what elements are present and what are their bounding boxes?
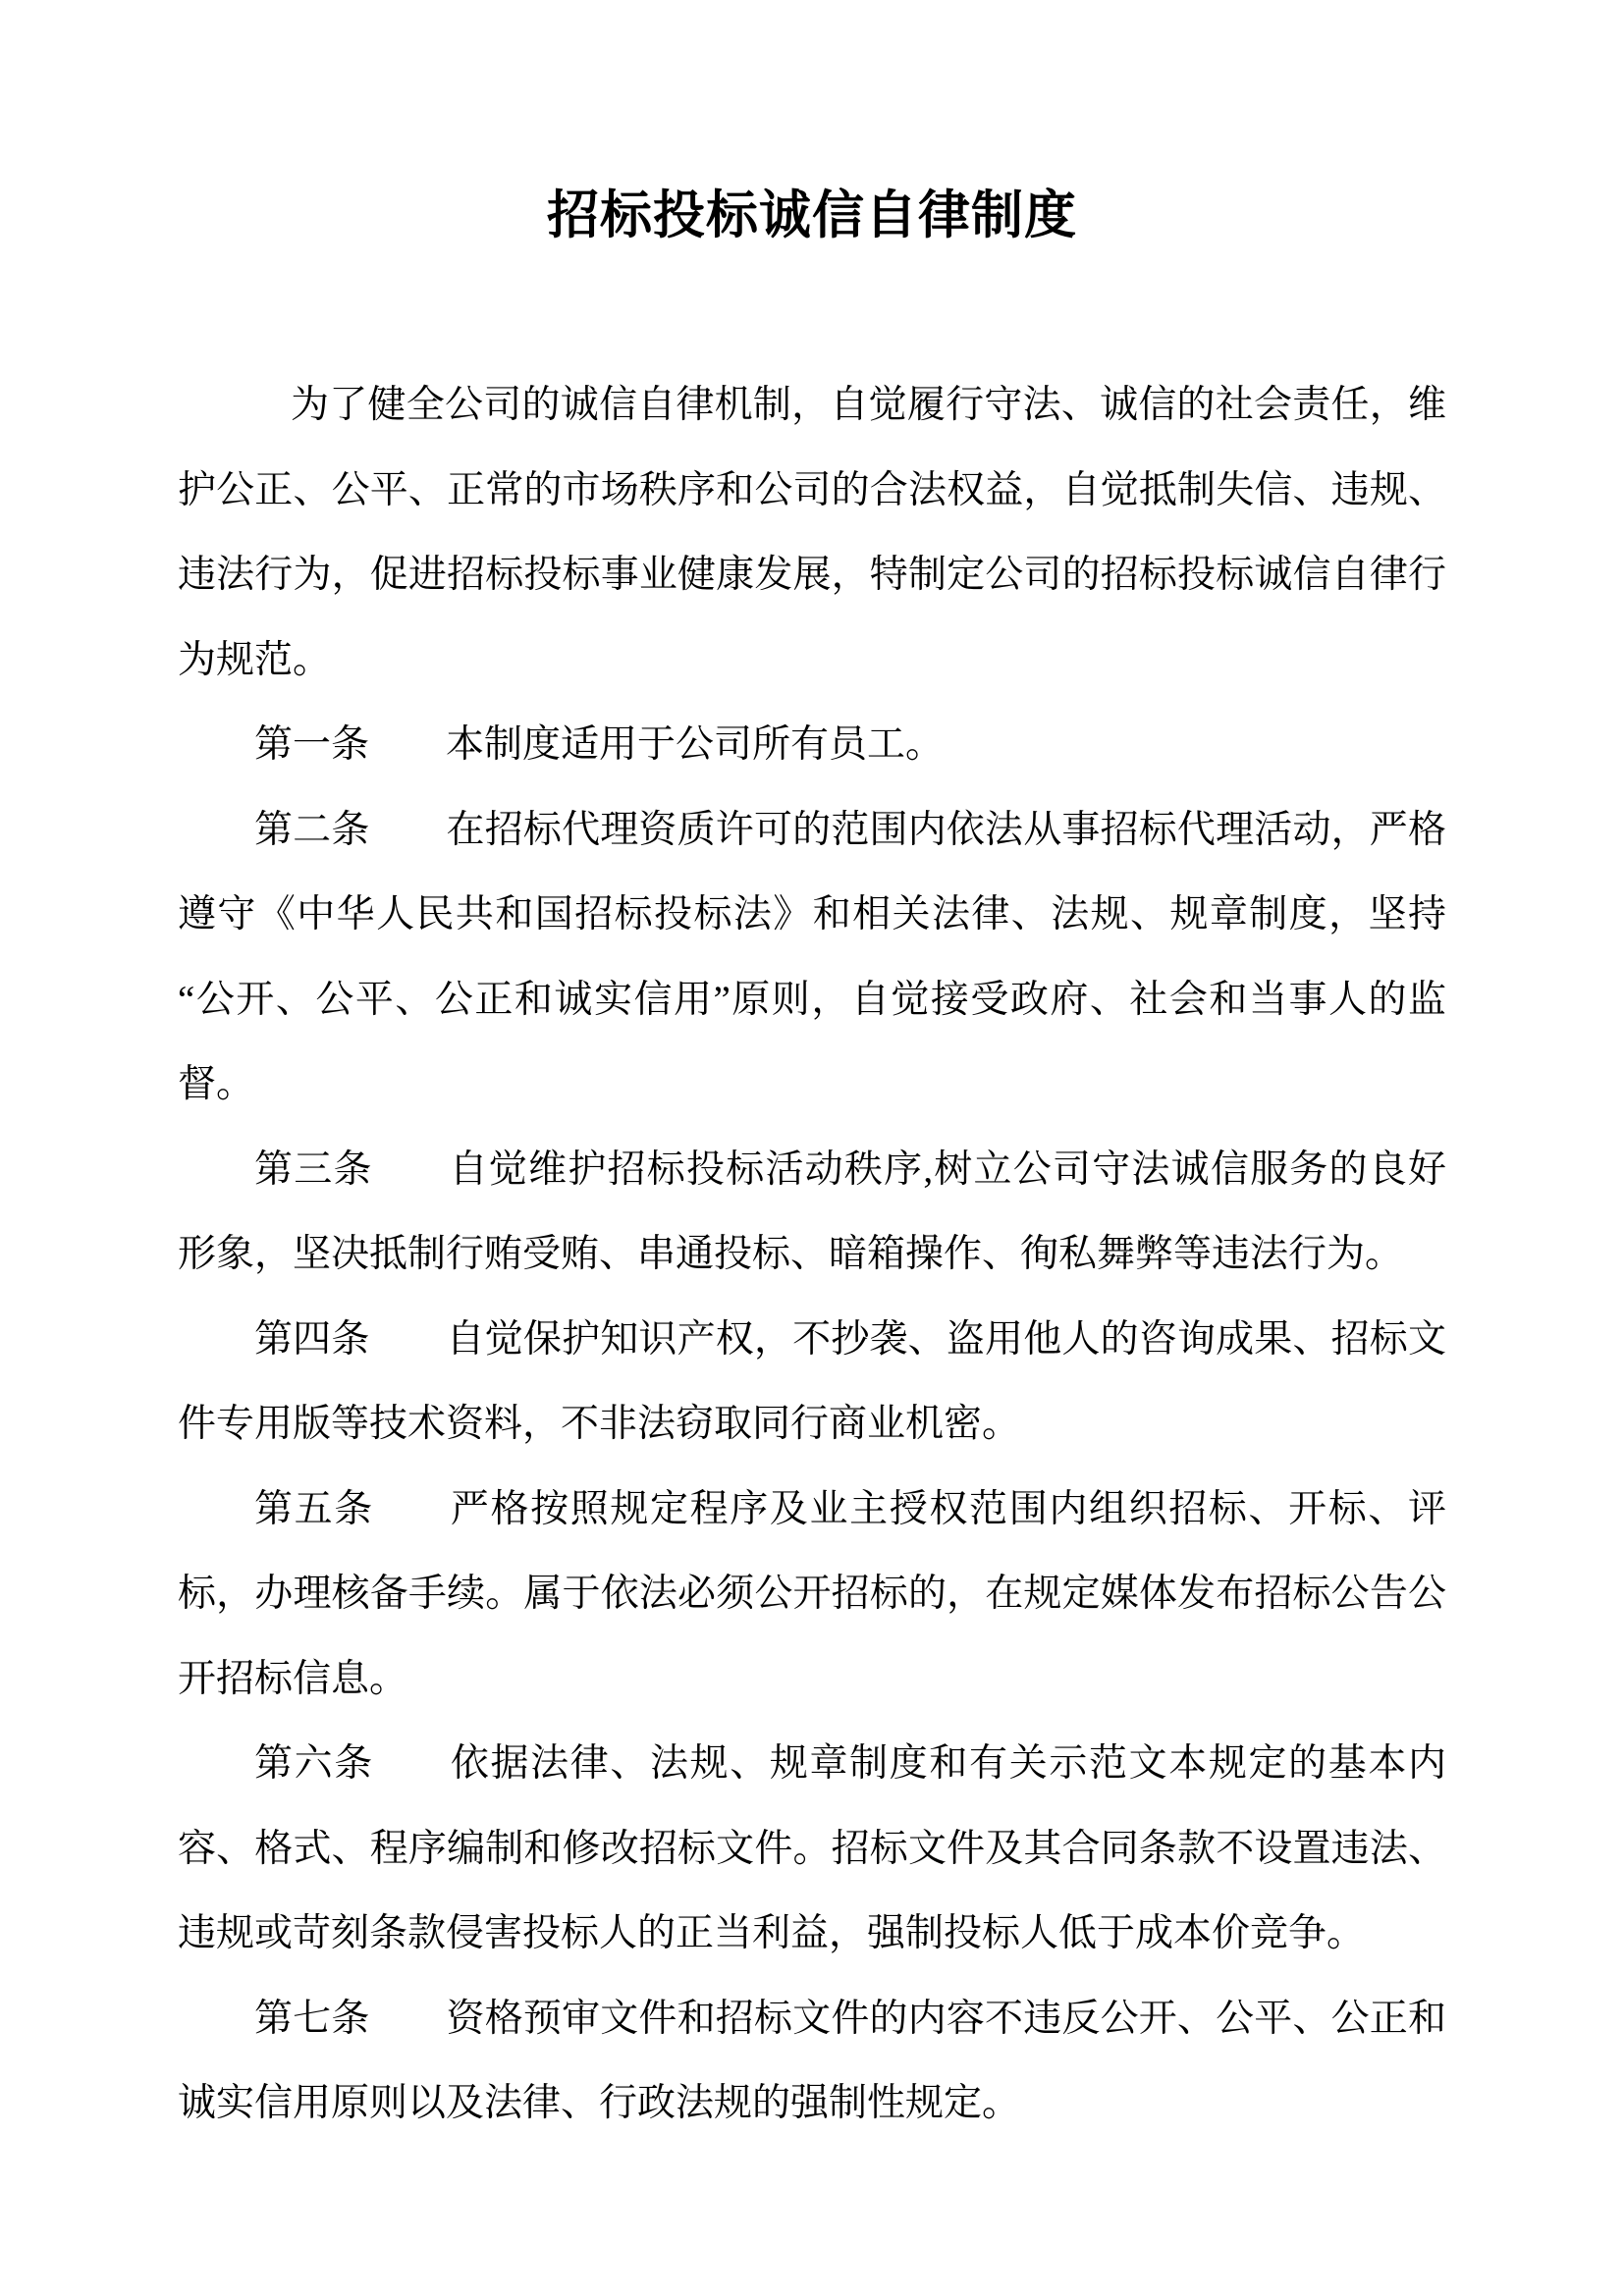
document-title: 招标投标诚信自律制度 [547,187,1077,244]
paragraph-text: 资格预审文件和招标文件的内容不违反公开、公平、公正和诚实信用原则以及法律、行政法规的强制性规定。 [178,1997,1446,2124]
article-number-label: 第三条 [254,1148,373,1191]
article-number-label: 第六条 [254,1742,374,1785]
article-number-label: 第五条 [254,1487,374,1530]
article-paragraph [178,703,1446,788]
article-number-label: 第一条 [254,723,370,766]
paragraph-text: 严格按照规定程序及业主授权范围内组织招标、开标、评标，办理核备手续。属于依法必须公开招标的，在规定媒体发布招标公告公开招标信息。 [178,1487,1446,1700]
article-paragraph [178,1722,1446,1977]
article-number-label: 第四条 [254,1317,370,1361]
article-paragraph [178,1468,1446,1723]
paragraph-text: 自觉保护知识产权，不抄袭、盗用他人的咨询成果、招标文件专用版等技术资料，不非法窃取同行商业机密。 [178,1317,1446,1445]
paragraph-text: 在招标代理资质许可的范围内依法从事招标代理活动，严格遵守《中华人民共和国招标投标法》和相关法律、法规、规章制度，坚持“公开、公平、公正和诚实信用”原则，自觉接受政府、社会和当事人的监督。 [178,808,1446,1105]
article-paragraph [178,1298,1446,1468]
article-paragraph [178,788,1446,1128]
paragraph-text: 依据法律、法规、规章制度和有关示范文本规定的基本内容、格式、程序编制和修改招标文件。招标文件及其合同条款不设置违法、违规或苛刻条款侵害投标人的正当利益，强制投标人低于成本价竞争。 [178,1742,1446,1954]
article-paragraph [178,1977,1446,2147]
article-number-label: 第二条 [254,808,370,851]
article-number-label: 第七条 [254,1997,370,2040]
paragraph-text: 自觉维护招标投标活动秩序,树立公司守法诚信服务的良好形象，坚决抵制行贿受贿、串通投标、暗箱操作、徇私舞弊等违法行为。 [178,1148,1446,1275]
article-paragraph [178,1128,1446,1298]
paragraph-text: 为了健全公司的诚信自律机制，自觉履行守法、诚信的社会责任，维护公正、公平、正常的市场秩序和公司的合法权益，自觉抵制失信、违规、违法行为，促进招标投标事业健康发展，特制定公司的招标投标诚信自律行为规范。 [178,384,1446,681]
document-body [178,363,1446,2147]
paragraph-text: 本制度适用于公司所有员工。 [446,723,945,766]
preamble-paragraph [178,363,1446,703]
